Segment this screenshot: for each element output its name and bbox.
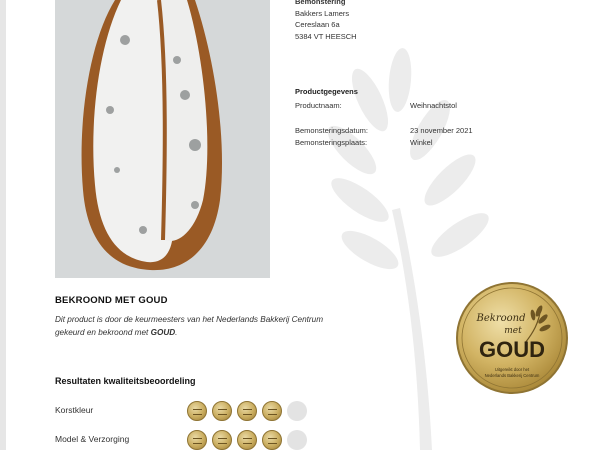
gold-medal-icon [455,281,569,395]
baker-name: Bakkers Lamers [295,8,350,18]
rating-dot-filled [237,430,257,450]
product-photo [55,0,270,278]
baker-label: Bemonstering [295,0,346,6]
product-key: Bemonsteringsdatum: [295,126,368,135]
product-value: Weihnachtstol [410,101,457,110]
quality-heading: Resultaten kwaliteitsbeoordeling [55,376,196,386]
rating-dot-empty [287,401,307,421]
medal-script-line1: Bekroond [476,313,526,324]
medal-small-line1: Uitgereikt door het [494,367,530,372]
stollen-image [55,0,270,278]
rating-dot-filled [187,430,207,450]
medal-script-line2: met [504,326,522,336]
award-text-bold: GOUD [150,328,176,337]
product-value: Winkel [410,138,433,147]
rating-label: Korstkleur [55,405,94,415]
medal-small-line2: Nederlands Bakkerij Centrum [484,373,540,378]
rating-dot-filled [237,401,257,421]
product-key: Bemonsteringsplaats: [295,138,368,147]
rating-dots [187,401,307,421]
page-edge [0,0,6,450]
rating-dot-filled [187,401,207,421]
award-description [55,313,325,339]
rating-dot-empty [287,430,307,450]
baker-address [295,0,357,42]
rating-dots [187,430,307,450]
award-heading: BEKROOND MET GOUD [55,295,168,306]
rating-dot-filled [212,401,232,421]
rating-dot-filled [262,401,282,421]
product-key: Productnaam: [295,101,342,110]
rating-dot-filled [212,430,232,450]
award-text-part1: Dit product is door de keurmeesters van het Nederlands Bakkerij Centrum gekeurd en bekroond met [55,315,324,337]
medal-word: GOUD [479,337,545,362]
award-text-part2: . [175,328,178,337]
rating-label: Model & Verzorging [55,434,130,444]
baker-postcode-city: 5384 VT HEESCH [295,31,357,41]
rating-dot-filled [262,430,282,450]
product-section-title: Productgegevens [295,87,358,96]
baker-street: Cereslaan 6a [295,20,340,29]
product-value: 23 november 2021 [410,126,473,135]
